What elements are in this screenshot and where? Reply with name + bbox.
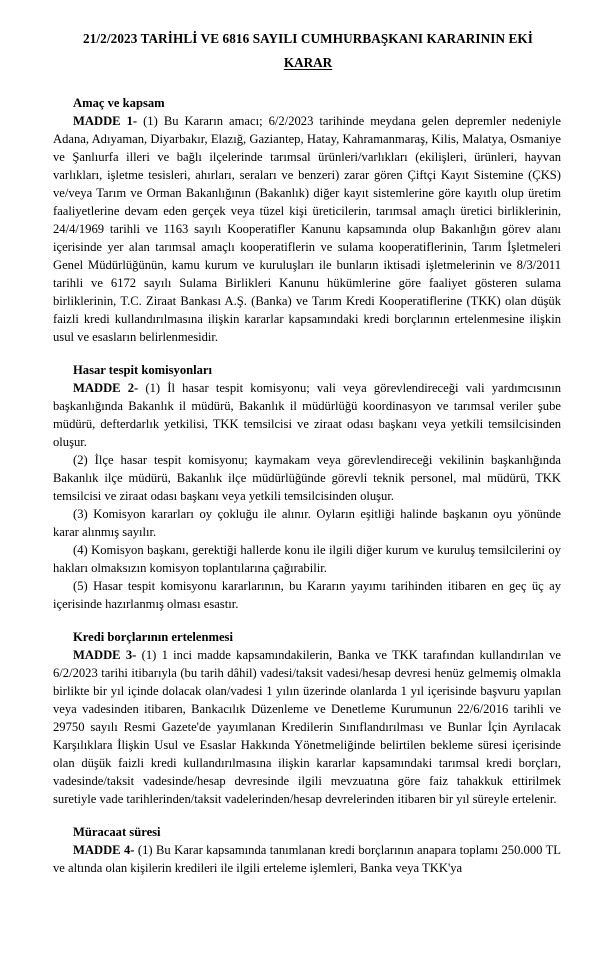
paragraph bbox=[53, 379, 561, 451]
paragraph-text: (1) 1 inci madde kapsamındakilerin, Banka ve TKK tarafından kullandırılan ve 6/2/2023 tarihi itibarıyla (bu tarih dâhil) vadesi/taksit vadesi/hesap devresi henüz gelmemiş olmakla birlikte bir yıl içinde dolacak olan/vadesi 1 yılın üzerinde olanlarda 1 yıl içerisinde başvuru yapılan veya vadesinden itibaren, Bankacılık Düzenleme ve Denetleme Kurumunun 22/6/2016 tarihli ve 29750 sayılı Resmi Gazete'de yayımlanan Kredilerin Sınıflandırılması ve Bunlar İçin Ayrılacak Karşılıklara İlişkin Usul ve Esaslar Hakkında Yönetmeliğinde belirtilen bekleme süresi içerisinde olan düşük faizli kredi kullandırılmasına ilişkin kararlar kapsamındaki tarımsal kredi borçları, vadesinde/taksit vadesinde/hesap devresinde ilgili mevzuatına göre faiz tahakkuk ettirilmek suretiyle vade tarihlerinden/taksit vadelerinden/hesap devrelerinden itibaren bir yıl süreyle ertelenir. bbox=[53, 647, 561, 806]
paragraph bbox=[53, 112, 561, 346]
page-subtitle: KARAR bbox=[283, 54, 333, 70]
madde-label: MADDE 1- bbox=[73, 113, 138, 128]
paragraph bbox=[53, 646, 561, 808]
madde-label: MADDE 3- bbox=[73, 647, 137, 662]
document-section bbox=[53, 94, 561, 346]
madde-label: MADDE 4- bbox=[73, 842, 135, 857]
section-heading: Hasar tespit komisyonları bbox=[73, 362, 213, 377]
madde-label: MADDE 2- bbox=[73, 380, 139, 395]
paragraph bbox=[53, 505, 561, 541]
paragraph-text: (1) Bu Kararın amacı; 6/2/2023 tarihinde meydana gelen depremler nedeniyle Adana, Adıyaman, Diyarbakır, Elazığ, Gaziantep, Hatay, Kahramanmaraş, Kilis, Malatya, Osmaniye ve Şanlıurfa illeri ve bağlı ilçelerinde tarımsal ürünleri/varlıkları (ekilişleri, ürünleri, hayvan varlıkları, işletme tesisleri, ahırları, seraları ve benzeri) zarar gören Çiftçi Kayıt Sistemine (ÇKS) ve/veya Tarım ve Orman Bakanlığının (Bakanlık) diğer kayıt sistemlerine göre kayıtlı olup üretim faaliyetlerine devam eden gerçek veya tüzel kişi üreticilerin, tarımsal amaçlı üretici birliklerinin, 24/4/1969 tarihli ve 1163 sayılı Kooperatifler Kanunu kapsamında olup Bakanlığın görev alanı içerisinde yer alan tarımsal amaçlı kooperatiflerin ve sulama kooperatiflerinin, Tarım İşletmeleri Genel Müdürlüğünün, kamu kurum ve kuruluşları ile bunların iktisadi işletmelerinin ve 8/3/2011 tarihli ve 6172 sayılı Sulama Birlikleri Kanunu hükümlerine göre faaliyet gösteren sulama birliklerinin, T.C. Ziraat Bankası A.Ş. (Banka) ve Tarım Kredi Kooperatiflerine (TKK) olan düşük faizli kredi kullandırılmasına ilişkin kararlar kapsamındaki kredi borçlarının ertelenmesine ilişkin usul ve esasların belirlenmesidir. bbox=[53, 113, 561, 344]
document-title-block bbox=[0, 0, 616, 72]
paragraph-text: (2) İlçe hasar tespit komisyonu; kaymakam veya görevlendireceği vekilinin başkanlığında Bakanlık ilçe müdürü, Bakanlık ilçe müdürlüğünde görevli teknik personel, mal müdürü, TKK temsilcisi ve ziraat odası başkanı veya yetkili temsilcisinden oluşur. bbox=[53, 452, 561, 503]
section-heading: Kredi borçlarının ertelenmesi bbox=[73, 629, 233, 644]
document-section bbox=[53, 628, 561, 808]
section-heading: Müracaat süresi bbox=[73, 824, 161, 839]
document-body bbox=[0, 94, 616, 877]
paragraph bbox=[53, 451, 561, 505]
paragraph-text: (1) Bu Karar kapsamında tanımlanan kredi borçlarının anapara toplamı 250.000 TL ve altında olan kişilerin kredileri ile ilgili erteleme işlemleri, Banka veya TKK'ya bbox=[53, 842, 561, 875]
paragraph-text: (4) Komisyon başkanı, gerektiği hallerde konu ile ilgili diğer kurum ve kuruluş temsilcilerini oy hakları olmaksızın komisyon toplantılarına çağırabilir. bbox=[53, 542, 561, 575]
paragraph-text: (3) Komisyon kararları oy çokluğu ile alınır. Oyların eşitliği halinde başkanın oyu yönünde karar alınmış sayılır. bbox=[53, 506, 561, 539]
page-title: 21/2/2023 TARİHLİ VE 6816 SAYILI CUMHURBAŞKANI KARARININ EKİ bbox=[83, 31, 533, 46]
paragraph-text: (5) Hasar tespit komisyonu kararlarının, bu Kararın yayımı tarihinden itibaren en geç üç ay içerisinde hazırlanmış olması esastır. bbox=[53, 578, 561, 611]
document-section bbox=[53, 823, 561, 877]
paragraph bbox=[53, 541, 561, 577]
paragraph-text: (1) İl hasar tespit komisyonu; vali veya görevlendireceği vali yardımcısının başkanlığında Bakanlık il müdürü, Bakanlık il müdürlüğü koordinasyon ve tarımsal veriler şube müdürü, defterdarlık yetkilisi, TKK temsilcisi ve ziraat odası başkanı veya yetkili temsilcisinden oluşur. bbox=[53, 380, 561, 449]
document-section bbox=[53, 361, 561, 613]
paragraph bbox=[53, 577, 561, 613]
paragraph bbox=[53, 841, 561, 877]
section-heading: Amaç ve kapsam bbox=[73, 95, 165, 110]
